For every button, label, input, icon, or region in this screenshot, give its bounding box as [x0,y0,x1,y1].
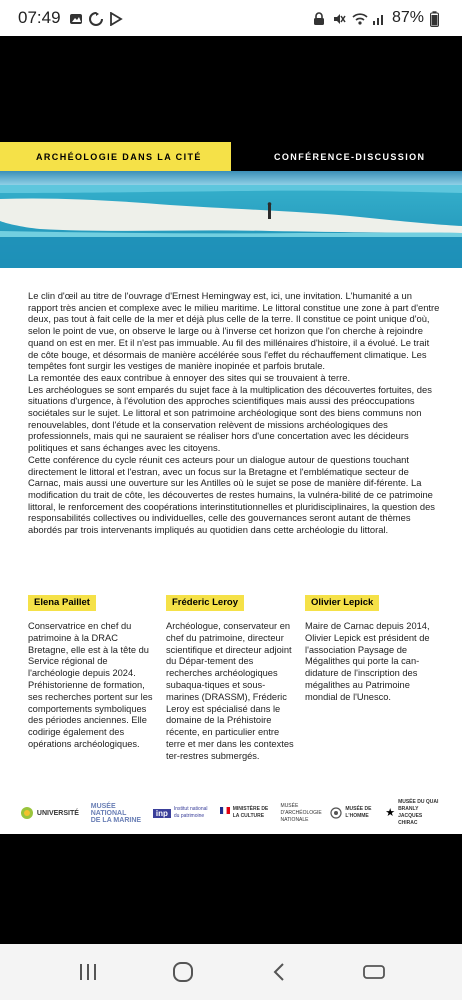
event-type-tag: CONFÉRENCE-DISCUSSION [274,151,426,162]
wifi-icon [352,11,366,25]
back-button[interactable] [259,952,299,992]
lock-icon [312,11,326,25]
article-paragraph: Les archéologues se sont emparés du sujet face à la multiplication des découvertes fortuites, des situations d'urgence, à l'évolution des approches scientifiques mais aussi des préoccupations sociétales sur le sujet. Le littoral et son patrimoine archéologique sont des biens communs non renouvelables, dont l'étude et la conservation relèvent de missions archéologiques des professionnels, mais qui ne sauraient se réaliser hors d'une concertation avec les décideurs politiques et sans échanges avec les citoyens. [28,383,432,454]
home-button[interactable] [163,952,203,992]
speaker-olivier-lepick [305,592,441,704]
battery-level: 87% [391,9,424,26]
article-text [28,290,442,536]
system-navigation-bar [0,944,462,1000]
home-icon [172,961,194,983]
speaker-name: Elena Paillet [28,595,96,611]
speaker-bio: Conservatrice en chef du patrimoine à la DRAC Bretagne, elle est à la tête du Service régional de l'archéologie depuis 2024. Préhistorienne de formation, ses recherches portent sur les comportements symboliques des périodes anciennes. Elle codirige également des opérations archéologiques. [28,621,153,749]
back-icon [272,962,286,982]
sync-icon [89,11,103,25]
keyboard-toggle-button[interactable] [354,952,394,992]
musee-homme-logo: MUSÉE DE L'HOMME [330,806,373,820]
inp-logo: inp Institut national du patrimoine [153,806,208,820]
beach-photo [0,171,462,268]
recent-apps-button[interactable] [68,952,108,992]
article-paragraph: La remontée des eaux contribue à ennoyer des sites qui se trouvaient à terre. [28,371,351,383]
speaker-elena-paillet [28,592,156,751]
speaker-frederic-leroy [166,592,294,763]
star-icon: ★ [385,806,396,819]
mute-icon [332,11,346,25]
header-dark-band [0,36,462,142]
battery-icon [430,11,444,25]
musee-archeologie-logo: MUSÉE D'ARCHÉOLOGIE NATIONALE [280,802,322,823]
quai-branly-logo: ★ MUSÉE DU QUAI BRANLY JACQUES CHIRAC [385,799,439,826]
universite-logo: UNIVERSITÉ [20,806,79,820]
ministere-culture-logo: MINISTÈRE DE LA CULTURE [220,806,269,820]
status-bar [0,0,462,36]
speaker-bio: Archéologue, conservateur en chef du patrimoine, directeur scientifique et directeur adjoint du Dépar-tement des recherches archéologiques subaqua-tiques et sous-marines (DRASSM), Fréderic Leroy est spécialisé dans le domaine de la Préhistoire récente, en particulier entre terre et mer dans les contextes ter-restres submergés. [166,621,294,761]
speaker-name: Olivier Lepick [305,595,379,611]
footer-dark-band [0,834,462,944]
keyboard-icon [363,963,385,981]
recent-apps-icon [77,963,99,981]
article-paragraph: Le clin d'œil au titre de l'ouvrage d'Ernest Hemingway est, ici, une invitation. L'humanité a un rapport très ancien et complexe avec le milieu maritime. Le littoral constitue une zone à part d'entre deux, pas tout à fait celle de la mer et déjà plus celle de la terre. Il constitue ce point unique d'où, selon le point de vue, on observe le large ou à l'inverse cet horizon que l'on cherche à rejoindre quand on est en mer. Et il n'est pas immuable. Au fil des millénaires d'histoire, il a évolué. Le trait de côte bouge, et désormais de manière accélérée sous l'effet du réchauffement climatique. Les tempêtes font surgir les vestiges de manière inopinée et parfois brutale. [28,290,440,372]
gallery-icon [69,11,83,25]
status-time: 07:49 [18,8,61,27]
musee-marine-logo: MUSÉE NATIONAL DE LA MARINE [90,802,142,824]
category-tag: ARCHÉOLOGIE DANS LA CITÉ [0,142,231,171]
article-paragraph: Cette conférence du cycle réunit ces acteurs pour un dialogue autour de questions touchant directement le littoral et l'estran, avec un focus sur la Bretagne et l'emblématique secteur de Carnac, mais aussi une ouverture sur les Antilles où le sujet se pose de manière dif-férente. La modification du trait de côte, les découvertes de restes humains, la vulnéra-bilité de ce patrimoine littoral, le renforcement des coopérations interinstitutionnelles et pluridisciplinaires, la question des responsabilités collectives ou individuelles, celle des gouvernances seront autant de thèmes abordés par trois intervenants impliqués au quotidien dans cette archéologie du littoral. [28,453,435,536]
signal-icon [372,11,386,25]
partner-logos [0,796,462,830]
speaker-name: Fréderic Leroy [166,595,244,611]
speaker-bio: Maire de Carnac depuis 2014, Olivier Lepick est président de l'association Paysage de Mégalithes qui porte la can-didature de l'inscription des mégalithes au Patrimoine mondial de l'Unesco. [305,621,430,702]
play-store-icon [109,11,123,25]
category-bar [0,142,462,171]
